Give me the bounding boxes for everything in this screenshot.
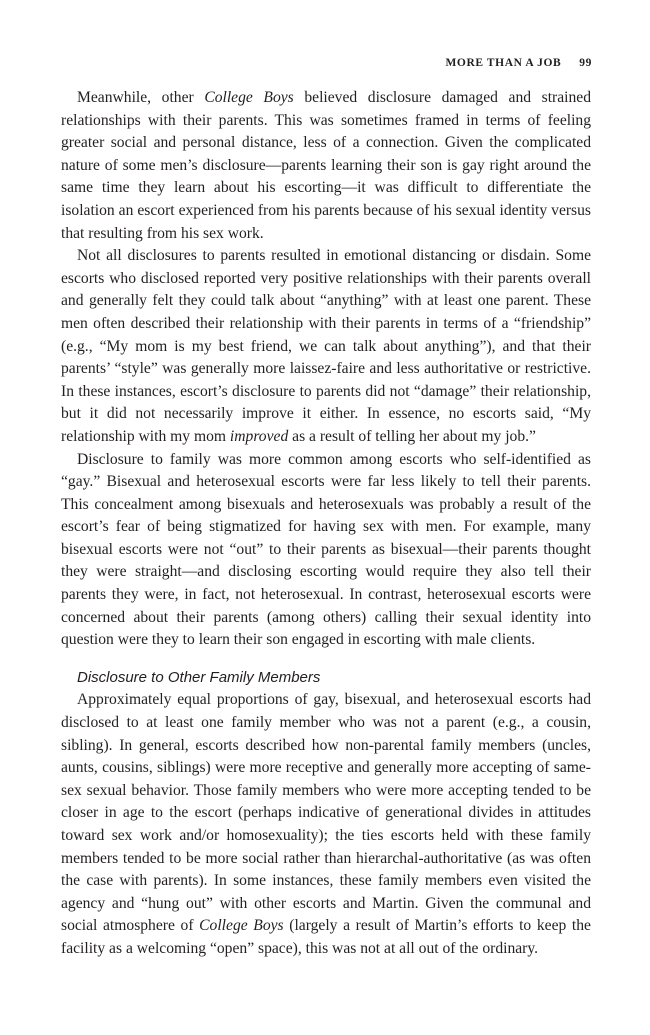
italic-run: improved	[229, 427, 289, 445]
italic-run: College Boys	[204, 89, 294, 106]
running-head	[445, 57, 592, 69]
paragraph: Not all disclosures to parents resulted in emotional distancing or disdain. Some escorts who disclosed reported very positive relationships with their parents overall and generally felt they could talk about “anything” with at least one parent. These men often described their relationship with their parents in terms of a “friendship” (e.g., “My mom is my best friend, we can talk about anything”), and that their parents’ “style” was generally more laissez-faire and less authoritative or restrictive. In these instances, escort’s disclosure to parents did not “damage” their relationship, but it did not necessarily improve it either. In essence, no escorts said, “My relationship with my mom improved as a result of telling her about my job.”	[61, 247, 591, 445]
section-subheading: Disclosure to Other Family Members	[77, 668, 321, 686]
paragraph: Disclosure to family was more common among escorts who self-identified as “gay.” Bisexual and heterosexual escorts were far less likely to tell their parents. This concealment among bisexuals and heterosexuals was probably a result of the escort’s fear of being stigmatized for having sex with men. For example, many bisexual escorts were not “out” to their parents as bisexual—their parents thought they were straight—and disclosing escorting would require they also tell their parents they were, in fact, not heterosexual. In contrast, heterosexual escorts were concerned about their parents (among others) calling their sexual identity into question were they to learn their son engaged in escorting with male clients.	[61, 450, 591, 649]
paragraph: Approximately equal proportions of gay, bisexual, and heterosexual escorts had disclosed to at least one family member who was not a parent (e.g., a cousin, sibling). In general, escorts described how non-parental family members (uncles, aunts, cousins, siblings) were more receptive and generally more accepting of same-sex sexual behavior. Those family members who were more accepting tended to be closer in age to the escort (perhaps indicative of generational divides in attitudes toward sex work and/or homosexuality); the ties escorts held with these family members tended to be more social rather than hierarchal-authoritative (as was often the case with parents). In some instances, these family members even visited the agency and “hung out” with other escorts and Martin. Given the communal and social atmosphere of College Boys (largely a result of Martin’s efforts to keep the facility as a welcoming “open” space), this was not at all out of the ordinary.	[61, 691, 591, 957]
running-title: MORE THAN A JOB	[445, 57, 562, 69]
page-number: 99	[579, 57, 592, 69]
paragraph: Meanwhile, other College Boys believed disclosure damaged and strained relationships with their parents. This was sometimes framed in terms of feeling greater social and personal distance, less of a connection. Given the complicated nature of some men’s disclosure—parents learning their son is gay right around the same time they learn about his escorting—it was difficult to differentiate the isolation an escort experienced from his parents because of his sexual identity versus that resulting from his sex work.	[61, 89, 592, 242]
italic-run: College Boys	[199, 917, 284, 935]
body-text	[61, 87, 591, 961]
